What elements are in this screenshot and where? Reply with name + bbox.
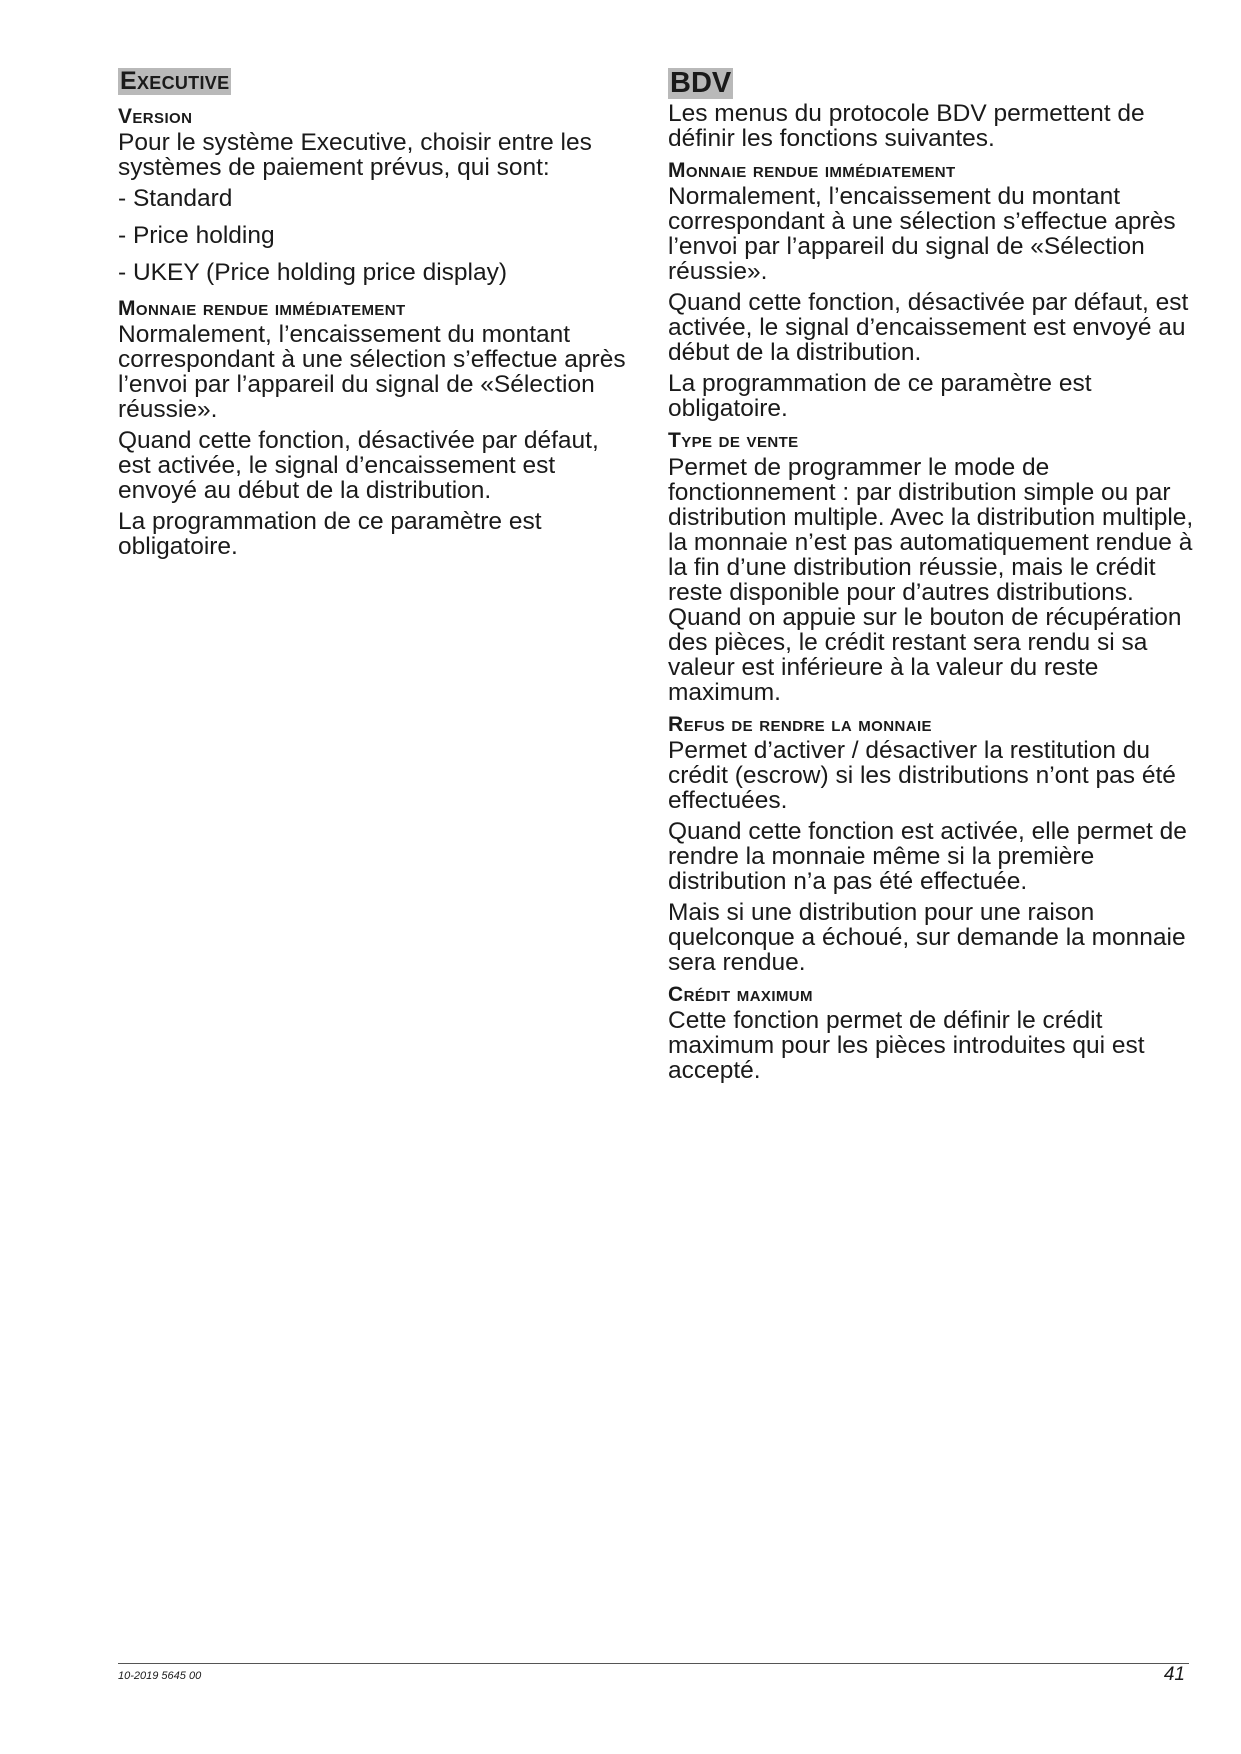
paragraph: Cette fonction permet de définir le crédit maximum pour les pièces introduites qui est accepté. — [668, 1006, 1145, 1084]
subheading-type-de-vente: Type de vente — [668, 429, 799, 453]
paragraph: Permet d’activer / désactiver la restitution du crédit (escrow) si les distributions n’ont pas été effectuées. — [668, 736, 1176, 814]
right-column — [668, 68, 1196, 1089]
paragraph: Permet de programmer le mode de fonctionnement : par distribution simple ou par distribution multiple. Avec la distribution multiple, la monnaie n’est pas automatiquement rendue à la fin d’une distribution réussie, mais le crédit reste disponible pour d’autres distributions. Quand on appuie sur le bouton de récupération des pièces, le crédit restant sera rendu si sa valeur est inférieure à la valeur du reste maximum. — [668, 453, 1194, 706]
subheading-credit-maximum: Crédit maximum — [668, 982, 813, 1006]
left-column — [118, 68, 638, 565]
paragraph: Mais si une distribution pour une raison quelconque a échoué, sur demande la monnaie sera rendue. — [668, 898, 1186, 976]
paragraph: Quand cette fonction, désactivée par défaut, est activée, le signal d’encaissement est envoyé au début de la distribution. — [668, 289, 1189, 367]
paragraph: Quand cette fonction est activée, elle permet de rendre la monnaie même si la première distribution n’a pas été effectuée. — [668, 817, 1187, 895]
section-title-bdv: BDV — [670, 67, 732, 99]
footer-divider — [118, 1663, 1189, 1664]
section-title-executive: Executive — [120, 67, 230, 95]
paragraph: La programmation de ce paramètre est obligatoire. — [668, 370, 1092, 423]
list-item: - Standard — [118, 185, 233, 213]
paragraph: La programmation de ce paramètre est obligatoire. — [118, 508, 542, 561]
paragraph: Quand cette fonction, désactivée par défaut, est activée, le signal d’encaissement est envoyé au début de la distribution. — [118, 427, 599, 505]
page-number: 41 — [1163, 1664, 1185, 1685]
paragraph: Normalement, l’encaissement du montant correspondant à une sélection s’effectue après l’envoi par l’appareil du signal de «Sélection réussie». — [668, 183, 1176, 286]
list-item: - UKEY (Price holding price display) — [118, 259, 507, 287]
intro-paragraph: Les menus du protocole BDV permettent de définir les fonctions suivantes. — [668, 100, 1145, 153]
subheading-refus-de-rendre: Refus de rendre la monnaie — [668, 712, 932, 736]
document-code: 10-2019 5645 00 — [118, 1670, 202, 1682]
subheading-monnaie-rendue: Monnaie rendue immédiatement — [118, 297, 406, 321]
paragraph: Normalement, l’encaissement du montant correspondant à une sélection s’effectue après l’envoi par l’appareil du signal de «Sélection réussie». — [118, 321, 626, 424]
subheading-version: Version — [118, 105, 193, 128]
list-item: - Price holding — [118, 222, 275, 250]
subheading-monnaie-rendue: Monnaie rendue immédiatement — [668, 159, 956, 183]
version-paragraph: Pour le système Executive, choisir entre les systèmes de paiement prévus, qui sont: — [118, 129, 592, 182]
